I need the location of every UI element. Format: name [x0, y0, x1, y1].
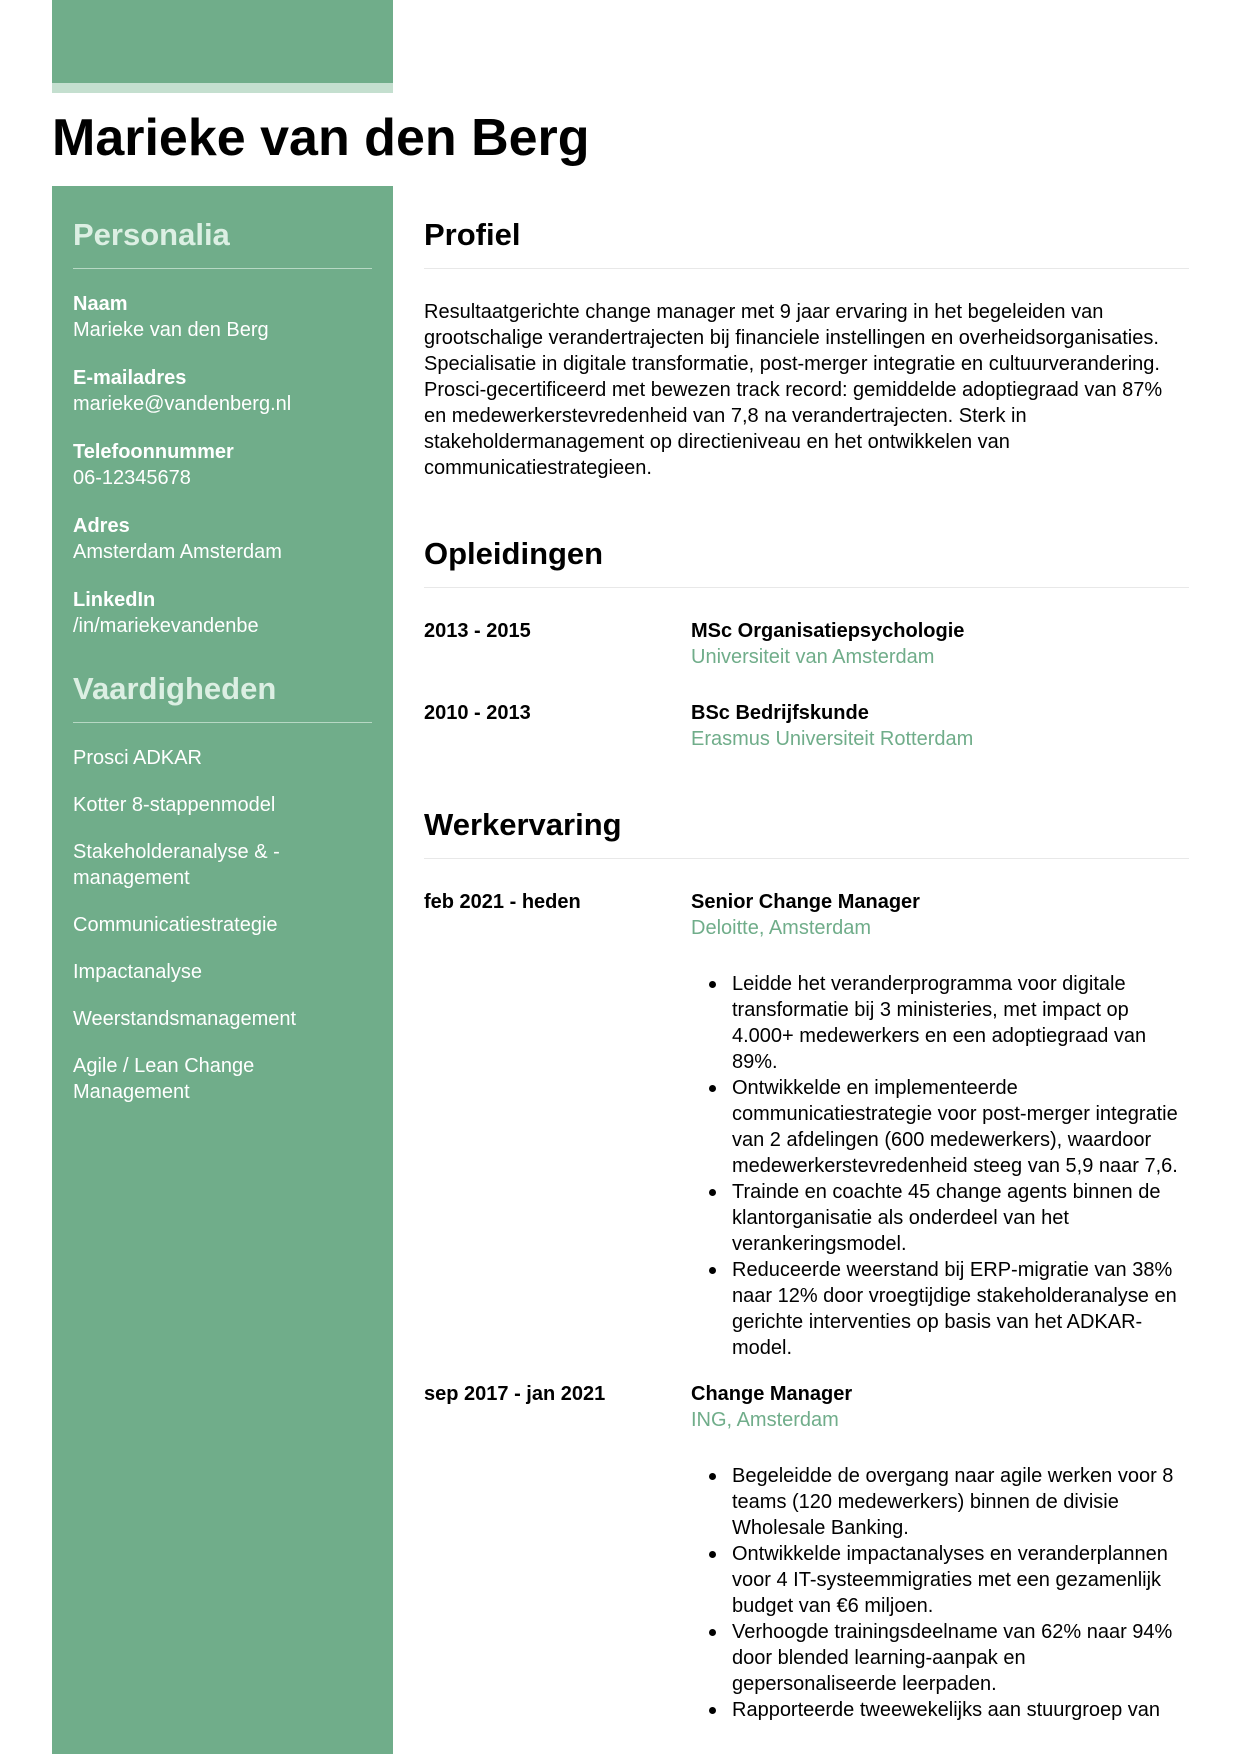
- institution: Erasmus Universiteit Rotterdam: [691, 728, 974, 750]
- entry-date: feb 2021 - heden: [424, 891, 581, 913]
- work-entry: [424, 889, 1189, 1361]
- achievement-item: Ontwikkelde impactanalyses en veranderplannen voor 4 IT-systeemmigraties met een gezamenlijk budget van €6 miljoen.: [732, 1541, 1189, 1619]
- header-accent-stripe: [52, 83, 393, 93]
- candidate-name: Marieke van den Berg: [52, 109, 590, 167]
- education-section: [424, 505, 1189, 752]
- degree-title: MSc Organisatiepsychologie: [691, 620, 965, 642]
- skills-list: [73, 745, 372, 1105]
- entry-date: 2010 - 2013: [424, 702, 531, 724]
- skill-item: Weerstandsmanagement: [73, 1008, 297, 1030]
- entry-body: [691, 700, 1189, 752]
- achievement-item: Trainde en coachte 45 change agents binnen de klantorganisatie als onderdeel van het verankeringsmodel.: [732, 1179, 1189, 1257]
- achievement-item: Begeleidde de overgang naar agile werken voor 8 teams (120 medewerkers) binnen de divisie Wholesale Banking.: [732, 1463, 1189, 1541]
- field-label: Adres: [73, 515, 130, 537]
- achievement-item: Leidde het veranderprogramma voor digitale transformatie bij 3 ministeries, met impact op 4.000+ medewerkers en een adoptiegraad van 89%.: [732, 971, 1189, 1075]
- sidebar: [52, 186, 393, 1754]
- job-title: Senior Change Manager: [691, 891, 920, 913]
- skill-item: Prosci ADKAR: [73, 747, 202, 769]
- entry-body: [691, 618, 1189, 670]
- achievement-item: Verhoogde trainingsdeelname van 62% naar 94% door blended learning-aanpak en gepersonaliseerde leerpaden.: [732, 1619, 1189, 1697]
- field-value: 06-12345678: [73, 467, 191, 489]
- skill-item: Agile / Lean Change Management: [73, 1055, 255, 1103]
- field-value: Amsterdam Amsterdam: [73, 541, 282, 563]
- skill-item: Communicatiestrategie: [73, 914, 278, 936]
- work-heading: Werkervaring: [424, 776, 1189, 859]
- institution: Universiteit van Amsterdam: [691, 646, 935, 668]
- field-label: E-mailadres: [73, 367, 187, 389]
- skill-item: Impactanalyse: [73, 961, 202, 983]
- entry-body: [691, 889, 1189, 1361]
- achievement-list: [691, 1463, 1189, 1723]
- main-content: [424, 186, 1189, 1723]
- email-link[interactable]: marieke@vandenberg.nl: [73, 393, 292, 415]
- profile-text: Resultaatgerichte change manager met 9 jaar ervaring in het begeleiden van grootschalige verandertrajecten bij financiele instellingen en overheidsorganisaties. Specialisatie in digitale transformatie, post-merger integratie en cultuurverandering. Prosci-gecertificeerd met bewezen track record: gemiddelde adoptiegraad van 87% en medewerkerstevredenheid van 7,8 na verandertrajecten. Sterk in stakeholdermanagement op directieniveau en het ontwikkelen van communicatiestrategieen.: [424, 301, 1163, 479]
- skill-item: Kotter 8-stappenmodel: [73, 794, 276, 816]
- personalia-list: [73, 291, 372, 639]
- education-entry: [424, 618, 1189, 670]
- skills-heading: Vaardigheden: [73, 670, 372, 723]
- achievement-item: Rapporteerde tweewekelijks aan stuurgroep van: [732, 1697, 1189, 1723]
- field-label: LinkedIn: [73, 589, 156, 611]
- field-value: Marieke van den Berg: [73, 319, 269, 341]
- entry-body: [691, 1381, 1189, 1723]
- company: ING, Amsterdam: [691, 1409, 839, 1431]
- field-email: [73, 365, 372, 417]
- profile-section: [424, 186, 1189, 481]
- entry-date: sep 2017 - jan 2021: [424, 1383, 606, 1405]
- header-accent-block: [52, 0, 393, 83]
- linkedin-link[interactable]: /in/mariekevandenbe: [73, 615, 259, 637]
- field-phone: [73, 439, 372, 491]
- achievement-list: [691, 971, 1189, 1361]
- achievement-item: Reduceerde weerstand bij ERP-migratie van 38% naar 12% door vroegtijdige stakeholderanalyse en gerichte interventies op basis van het ADKAR-model.: [732, 1257, 1189, 1361]
- personalia-heading: Personalia: [73, 216, 372, 269]
- company: Deloitte, Amsterdam: [691, 917, 872, 939]
- field-label: Telefoonnummer: [73, 441, 234, 463]
- education-heading: Opleidingen: [424, 505, 1189, 588]
- degree-title: BSc Bedrijfskunde: [691, 702, 869, 724]
- job-title: Change Manager: [691, 1383, 853, 1405]
- skill-item: Stakeholderanalyse & -management: [73, 841, 280, 889]
- entry-date: 2013 - 2015: [424, 620, 531, 642]
- field-naam: [73, 291, 372, 343]
- work-section: [424, 776, 1189, 1723]
- work-entry: [424, 1381, 1189, 1723]
- education-entry: [424, 700, 1189, 752]
- field-linkedin: [73, 587, 372, 639]
- achievement-item: Ontwikkelde en implementeerde communicatiestrategie voor post-merger integratie van 2 afdelingen (600 medewerkers), waardoor medewerkerstevredenheid steeg van 5,9 naar 7,6.: [732, 1075, 1189, 1179]
- profile-heading: Profiel: [424, 186, 1189, 269]
- field-label: Naam: [73, 293, 128, 315]
- field-address: [73, 513, 372, 565]
